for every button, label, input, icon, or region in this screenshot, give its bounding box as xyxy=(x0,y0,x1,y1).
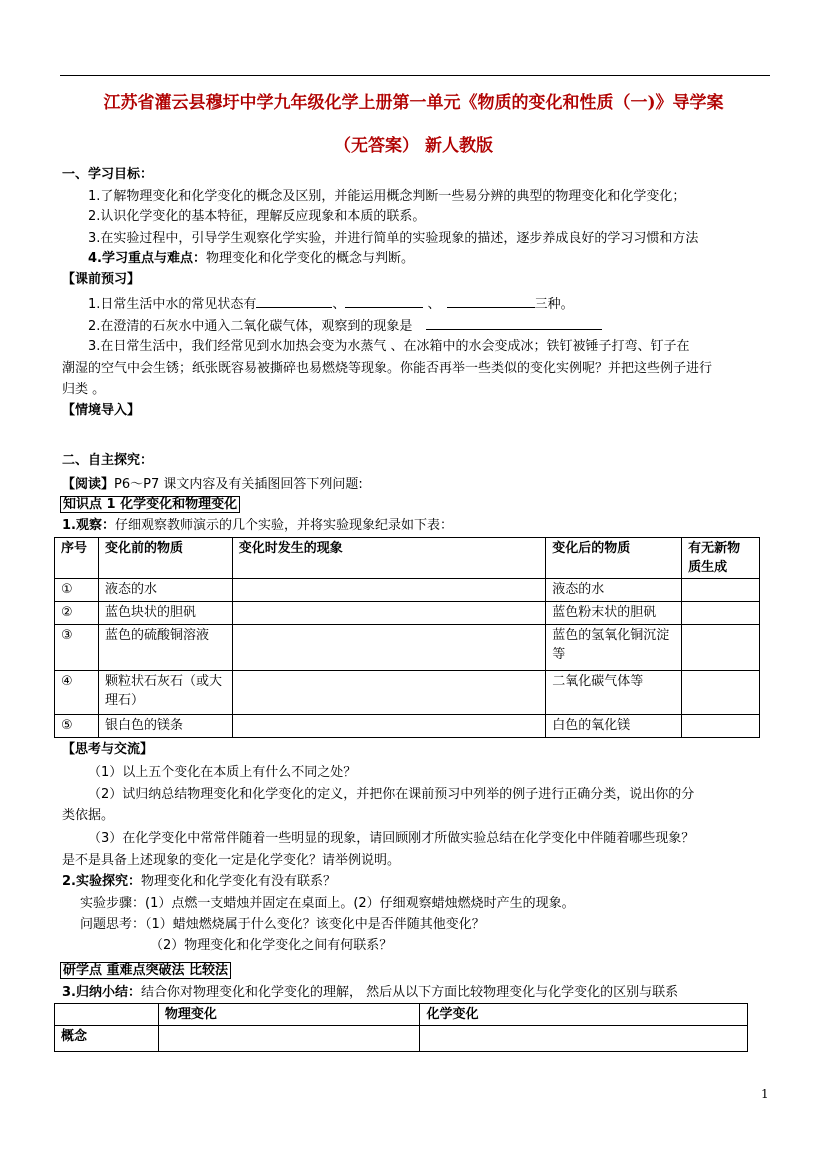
answer-blank[interactable] xyxy=(345,294,423,308)
goal-2: 2.认识化学变化的基本特征，理解反应现象和本质的联系。 xyxy=(88,209,426,224)
header-after: 变化后的物质 xyxy=(546,538,682,579)
research-point-box: 研学点 重难点突破法 比较法 xyxy=(60,962,231,979)
knowledge-point-1 xyxy=(60,496,240,514)
row-new-substance-cell[interactable] xyxy=(682,715,760,738)
row-no: ② xyxy=(55,602,99,625)
section-heading-goals: 一、学习目标： xyxy=(62,167,154,182)
experiment-steps: 实验步骤：(1）点燃一支蜡烛并固定在桌面上。(2）仔细观察蜡烛燃烧时产生的现象。 xyxy=(80,896,575,911)
page-title: 江苏省灌云县穆圩中学九年级化学上册第一单元《物质的变化和性质（一)》导学案 xyxy=(103,93,724,113)
reading-instruction xyxy=(62,476,363,494)
preview-question-2 xyxy=(88,316,602,336)
row-after: 白色的氧化镁 xyxy=(546,715,682,738)
row-no: ⑤ xyxy=(55,715,99,738)
observe-text: 仔细观察教师演示的几个实验，并将实验现象纪录如下表： xyxy=(114,518,453,533)
section-heading-preview: 【课前预习】 xyxy=(62,272,141,287)
section-heading-think: 【思考与交流】 xyxy=(62,742,154,757)
header-no: 序号 xyxy=(55,538,99,579)
preview-q1-end: 三种。 xyxy=(534,297,574,312)
row-new-substance-cell[interactable] xyxy=(682,625,760,671)
think-q2-line1: （2）试归纳总结物理变化和化学变化的定义，并把你在课前预习中列举的例子进行正确分类，说出你的分 xyxy=(88,787,695,802)
row-new-substance-cell[interactable] xyxy=(682,671,760,715)
row-phenomenon-cell[interactable] xyxy=(232,602,545,625)
table-row xyxy=(55,1026,748,1052)
row-new-substance-cell[interactable] xyxy=(682,602,760,625)
table-header-row xyxy=(55,1004,748,1026)
header-chemical-change: 化学变化 xyxy=(420,1004,748,1026)
goal-3: 3.在实验过程中，引导学生观察化学实验，并进行简单的实验现象的描述，逐步养成良好的学习习惯和方法 xyxy=(88,231,699,246)
row-phenomenon-cell[interactable] xyxy=(232,579,545,602)
observation-table xyxy=(54,537,760,738)
page-subtitle: （无答案） 新人教版 xyxy=(334,136,493,156)
preview-q3-line2: 潮湿的空气中会生锈；纸张既容易被撕碎也易燃烧等现象。你能否再举一些类似的变化实例呢？并把这些例子进行 xyxy=(62,361,713,376)
observe-instruction xyxy=(62,517,453,535)
preview-q1-text: 1.日常生活中水的常见状态有 xyxy=(88,297,257,312)
page-number: 1 xyxy=(761,1087,769,1101)
header-physical-change: 物理变化 xyxy=(158,1004,420,1026)
observe-label: 1.观察： xyxy=(62,518,115,533)
section-heading-scene: 【情境导入】 xyxy=(62,403,141,418)
experiment-question-2: （2）物理变化和化学变化之间有何联系？ xyxy=(150,938,393,953)
header-before: 变化前的物质 xyxy=(98,538,232,579)
table-row xyxy=(55,671,760,715)
answer-blank[interactable] xyxy=(256,294,332,308)
table-row xyxy=(55,579,760,602)
header-phenomenon: 变化时发生的现象 xyxy=(232,538,545,579)
row-before: 液态的水 xyxy=(98,579,232,602)
row-before: 蓝色的硫酸铜溶液 xyxy=(98,625,232,671)
think-q3-line2: 是不是具备上述现象的变化一定是化学变化？请举例说明。 xyxy=(62,853,401,868)
think-q2-line2: 类依据。 xyxy=(62,808,115,823)
row-after: 液态的水 xyxy=(546,579,682,602)
header-blank xyxy=(55,1004,159,1026)
separator: 、 xyxy=(332,297,346,312)
row-no: ③ xyxy=(55,625,99,671)
preview-q3-line3: 归类 。 xyxy=(62,382,106,397)
physical-concept-cell[interactable] xyxy=(158,1026,420,1052)
row-after: 二氧化碳气体等 xyxy=(546,671,682,715)
research-point xyxy=(60,962,231,980)
row-after: 蓝色粉末状的胆矾 xyxy=(546,602,682,625)
row-before: 蓝色块状的胆矾 xyxy=(98,602,232,625)
preview-question-1 xyxy=(88,294,574,314)
think-q3-line1: （3）在化学变化中常常伴随着一些明显的现象，请回顾刚才所做实验总结在化学变化中伴随着哪些现象？ xyxy=(88,831,695,846)
separator: 、 xyxy=(423,297,441,312)
row-before: 颗粒状石灰石（或大理石） xyxy=(98,671,232,715)
row-phenomenon-cell[interactable] xyxy=(232,671,545,715)
row-label-concept: 概念 xyxy=(55,1026,159,1052)
table-row xyxy=(55,625,760,671)
row-before: 银白色的镁条 xyxy=(98,715,232,738)
reading-label: 【阅读】 xyxy=(62,477,115,492)
section-heading-explore: 二、自主探究： xyxy=(62,453,154,468)
row-after: 蓝色的氢氧化铜沉淀等 xyxy=(546,625,682,671)
header-new-substance: 有无新物质生成 xyxy=(682,538,760,579)
goal-1: 1.了解物理变化和化学变化的概念及区别，并能运用概念判断一些易分辨的典型的物理变化和化学变化； xyxy=(88,189,686,204)
table-row xyxy=(55,715,760,738)
experiment-label: 2.实验探究： xyxy=(62,874,141,889)
key-points xyxy=(88,250,414,268)
knowledge-point-box: 知识点 1 化学变化和物理变化 xyxy=(60,496,240,513)
table-row xyxy=(55,602,760,625)
reading-text: P6～P7 课文内容及有关插图回答下列问题: xyxy=(114,477,363,492)
preview-q3-line1: 3.在日常生活中，我们经常见到水加热会变为水蒸气 、在冰箱中的水会变成冰；铁钉被锤子打弯、钉子在 xyxy=(88,339,690,354)
experiment-text: 物理变化和化学变化有没有联系？ xyxy=(140,874,336,889)
experiment-heading xyxy=(62,873,336,891)
experiment-question-1: 问题思考：（1）蜡烛燃烧属于什么变化？该变化中是否伴随其他变化？ xyxy=(80,917,485,932)
row-new-substance-cell[interactable] xyxy=(682,579,760,602)
key-points-label: 4.学习重点与难点： xyxy=(88,251,206,266)
header-rule xyxy=(60,75,770,76)
answer-blank[interactable] xyxy=(426,316,602,330)
think-question-1: （1）以上五个变化在本质上有什么不同之处？ xyxy=(88,765,357,780)
summary-label: 3.归纳小结： xyxy=(62,985,141,1000)
comparison-table xyxy=(54,1003,748,1052)
preview-q2-text: 2.在澄清的石灰水中通入二氧化碳气体，观察到的现象是 xyxy=(88,319,413,334)
row-no: ① xyxy=(55,579,99,602)
row-no: ④ xyxy=(55,671,99,715)
answer-blank[interactable] xyxy=(447,294,535,308)
summary-text: 结合你对物理变化和化学变化的理解， 然后从以下方面比较物理变化与化学变化的区别与联系 xyxy=(140,985,679,1000)
row-phenomenon-cell[interactable] xyxy=(232,715,545,738)
table-header-row xyxy=(55,538,760,579)
key-points-text: 物理变化和化学变化的概念与判断。 xyxy=(205,251,414,266)
summary-instruction xyxy=(62,984,678,1002)
row-phenomenon-cell[interactable] xyxy=(232,625,545,671)
chemical-concept-cell[interactable] xyxy=(420,1026,748,1052)
